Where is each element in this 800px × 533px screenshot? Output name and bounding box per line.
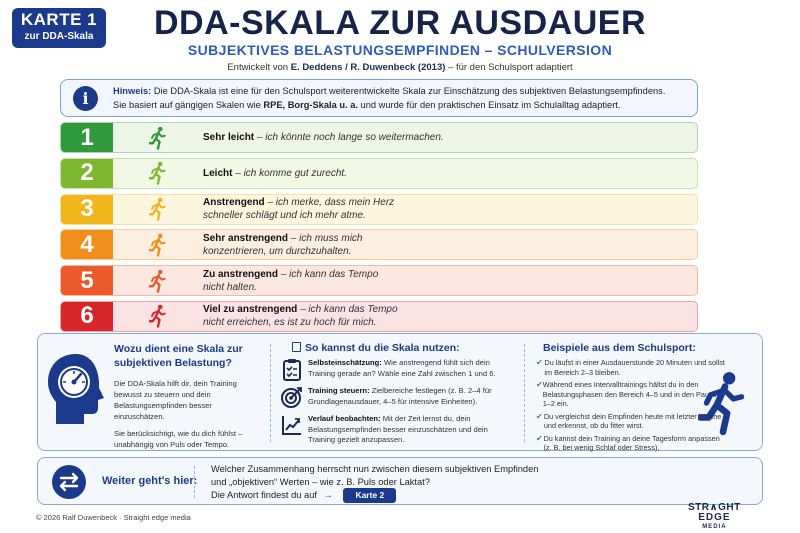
use-item [276,414,516,446]
use-item-desc: Wie anstrengend fühlt sich dein Training gerade an? Wähle eine Zahl zwischen 1 und 6. [308,358,496,378]
checklist-icon [281,358,303,382]
scale-title: Zu anstrengend [203,268,279,280]
check-icon: ✔ [536,380,543,389]
next-line1: Welcher Zusammenhang herrscht nun zwischen diesem subjektiven Empfinden [211,464,539,474]
scale-desc-line1: – ich komme gut zurecht. [232,167,347,179]
use-item-label: Selbsteinschätzung: [308,358,382,367]
scale-row-1 [60,122,698,153]
use-item-text [308,414,508,446]
why-paragraph-1: Die DDA-Skala hilft dir, dein Training bewusst zu steuern und dein Belastungsempfinden besser einzuschätzen. [114,379,237,421]
head-gauge-icon [46,352,108,428]
card-2-button[interactable]: Karte 2 [343,488,396,503]
arrow-right-icon: → [323,490,333,500]
runner-icon-cell [113,269,203,293]
runner-icon-cell [113,126,203,150]
uses-title-text: So kannst du die Skala nutzen: [305,342,460,354]
use-item-label: Verlauf beobachten: [308,414,381,423]
scale-title: Anstrengend [203,197,265,209]
example-text: Während eines Intervalltrainings hältst du in den Belastungsphasen den Bereich 4–5 und in den Pausen 1–2 ein. [542,380,721,408]
why-title: Wozu dient eine Skala zur subjektiven Belastung? [114,343,243,369]
hint-label: Hinweis: [113,86,152,96]
scale-desc-line2: schneller schlägt und ich mehr atme. [203,210,366,222]
divider [270,344,271,442]
scale-row-5 [60,265,698,296]
brand-logo [688,503,741,531]
scale-row-2 [60,158,698,189]
runner-icon [698,370,748,436]
logo-line3: MEDIA [702,524,727,530]
credit-line [0,62,800,73]
next-label: Weiter geht's hier: [102,475,198,487]
use-item-label: Training steuern: [308,386,370,395]
runner-icon [149,197,167,221]
uses-title [292,342,460,354]
example-text: Du läufst in einer Ausdauerstunde 20 Minuten und sollst im Bereich 2–3 bleiben. [544,358,725,377]
scale-title: Leicht [203,167,233,179]
scale-description [203,232,363,258]
info-icon: i [73,86,98,111]
scale-desc-line2: konzentrieren, um durchzuhalten. [203,245,352,257]
scale-title: Sehr anstrengend [203,232,289,244]
scale-desc-line2: nicht erreichen, es ist zu hoch für mich. [203,317,377,329]
use-item-text [308,358,508,382]
scale-title: Sehr leicht [203,132,255,143]
why-body [114,378,264,456]
example-item [536,434,726,453]
next-text [211,463,538,503]
scale-description [203,131,444,144]
runner-icon [149,233,167,257]
swap-arrows-icon [52,465,86,499]
runner-icon-cell [113,304,203,328]
next-line2: und „objektiven“ Werten – wie z. B. Puls oder Laktat? [211,476,430,487]
hint-line2b: RPE, Borg-Skala u. a. [263,100,358,110]
hint-line1: Die DDA-Skala ist eine für den Schulsport weiterentwickelte Skala zur Einschätzung des subjektiven Belastungsempfindens. [151,86,666,96]
divider [524,344,525,442]
scale-number: 2 [61,159,113,188]
scale-description [203,303,398,329]
credit-prefix: Entwickelt von [227,62,291,73]
runner-icon [149,269,167,293]
page-title: DDA-SKALA ZUR AUSDAUER [153,4,646,42]
hint-line2a: Sie basiert auf gängigen Skalen wie [113,100,264,110]
scale-description [203,196,394,222]
runner-icon [149,304,167,328]
scale-row-3 [60,194,698,225]
scale-description [203,268,378,294]
scale-row-4 [60,229,698,260]
page-subtitle: SUBJEKTIVES BELASTUNGSEMPFINDEN – SCHULVERSION [187,42,613,58]
next-line3-text: Die Antwort findest du auf [211,490,317,500]
hint-text [113,84,687,112]
scale-desc-line1: – ich könnte noch lange so weitermachen. [254,132,444,143]
runner-icon-cell [113,233,203,257]
next-line3 [211,488,538,503]
scale-number: 4 [61,230,113,259]
footer-copyright: © 2026 Ralf Duwenbeck · Straight edge media [36,513,191,522]
divider [194,466,195,498]
dda-scale [60,122,698,337]
card-badge-number: KARTE 1 [20,10,98,29]
scale-description [203,167,347,180]
logo-line1: STR∧GHT [688,502,741,513]
use-item [276,358,516,382]
scale-desc-line2: nicht halten. [203,281,257,293]
target-icon [281,386,303,408]
scale-title: Viel zu anstrengend [203,304,298,316]
hint-line2c: und wurde für den praktischen Einsatz im Schulalltag adaptiert. [357,100,621,110]
why-paragraph-2: Sie berücksichtigt, wie du dich fühlst – unabhängig von Puls oder Tempo. [114,429,243,449]
card-badge-subtitle: zur DDA-Skala [24,31,94,42]
example-text: Du kannst dein Training an deine Tagesform anpassen (z. B. bei wenig Schlaf oder Stress). [543,433,720,452]
check-icon: ✔ [536,358,543,367]
runner-icon [149,126,167,150]
next-box [37,457,763,505]
checklist-small-icon [292,342,301,352]
scale-desc-line1: – ich merke, dass mein Herz [264,197,395,209]
check-icon: ✔ [536,433,543,443]
use-item [276,386,516,408]
scale-desc-line1: – ich kann das Tempo [278,268,379,280]
info-section [37,333,763,451]
use-item-desc: Mit der Zeit lernst du, dein Belastungsempfinden besser einzuschätzen und dein Training gezielt anzupassen. [308,414,488,444]
trend-chart-icon [281,414,303,436]
scale-desc-line1: – ich muss mich [288,232,363,244]
runner-icon-cell [113,197,203,221]
use-item-text [308,386,508,408]
runner-icon-cell [113,161,203,185]
scale-number: 6 [61,302,113,331]
scale-number: 3 [61,195,113,224]
logo-line2: EDGE [698,512,731,523]
scale-number: 1 [61,123,113,152]
example-text: Du vergleichst dein Empfinden heute mit letzter Woche und erkennst, ob du fitter wirst. [543,411,722,430]
hint-box [60,79,698,117]
check-icon: ✔ [536,411,543,421]
scale-number: 5 [61,266,113,295]
use-item-desc: Zielbereiche festlegen (z. B. 2–4 für Grundlagenausdauer, 4–5 für intensive Einheiten). [308,386,492,406]
credit-suffix: – für den Schulsport adaptiert [445,62,573,73]
scale-row-6 [60,301,698,332]
scale-desc-line1: – ich kann das Tempo [297,304,398,316]
examples-title: Beispiele aus dem Schulsport: [543,342,696,354]
credit-authors: E. Deddens / R. Duwenbeck (2013) [290,62,446,73]
runner-icon [149,161,167,185]
